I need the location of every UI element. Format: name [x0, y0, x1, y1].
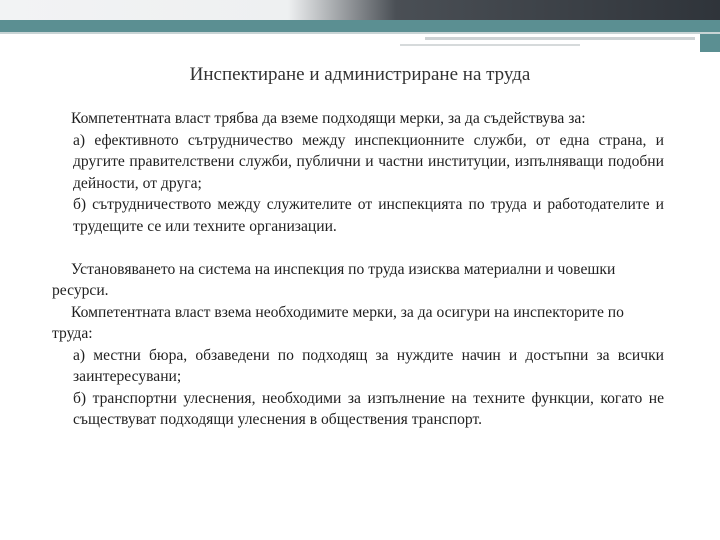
block2-item-a: а) местни бюра, обзаведени по подходящ за нуждите начин и достъпни за всички заинтересувани; — [73, 346, 664, 385]
header-accent-line-short — [400, 44, 580, 46]
header-teal-corner — [700, 20, 720, 52]
header-accent-line — [425, 37, 695, 40]
paragraph-gap — [52, 237, 664, 259]
header-divider-line — [0, 32, 720, 34]
slide-title: Инспектиране и администриране на труда — [189, 64, 531, 85]
block2-item-b: б) транспортни улеснения, необходими за изпълнение на техните функции, когато не съществуват подходящи улеснения в обществения транспорт. — [73, 389, 664, 428]
block2-intro-resources: Установяването на система на инспекция по труда изисква материални и човешки ресурси. — [52, 260, 616, 299]
block1-intro: Компетентната власт трябва да вземе подходящи мерки, за да съдействува за: — [71, 110, 586, 127]
header-dark-bar — [0, 0, 720, 20]
header-teal-bar — [0, 20, 720, 32]
block1-item-a: а) ефективното сътрудничество между инспекционните служби, от една страна, и другите правителствени служби, публични и частни институции, изпълняващи подобни дейности, от друга; — [73, 131, 664, 192]
slide-body — [52, 108, 664, 431]
block2-intro-measures: Компетентната власт взема необходимите мерки, за да осигури на инспекторите по труда: — [52, 303, 624, 342]
block1-item-b: б) сътрудничеството между служителите от инспекцията по труда и работодателите и трудещите се или техните организации. — [73, 196, 664, 235]
